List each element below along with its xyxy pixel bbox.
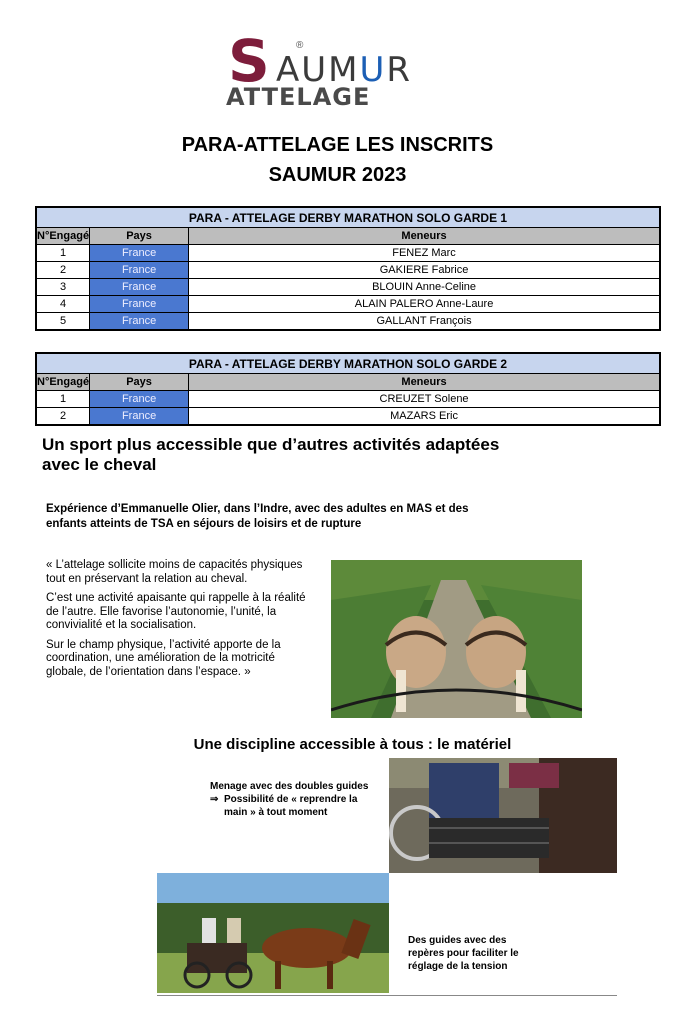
caption-line: repères pour faciliter le xyxy=(408,948,519,959)
table-row xyxy=(36,391,660,408)
arrow-icon: ⇒ xyxy=(210,794,219,805)
column-header-number: N°Engagé xyxy=(36,228,90,245)
entry-number: 5 xyxy=(36,313,90,331)
table-row xyxy=(36,262,660,279)
entry-driver: ALAIN PALERO Anne-Laure xyxy=(189,296,660,313)
page-title-line1: PARA-ATTELAGE LES INSCRITS xyxy=(181,134,494,156)
entry-country: France xyxy=(90,408,189,426)
table-row xyxy=(36,245,660,262)
ponies-on-path-photo xyxy=(331,560,582,718)
entry-number: 1 xyxy=(36,245,90,262)
entry-country: France xyxy=(90,313,189,331)
entry-country: France xyxy=(90,245,189,262)
testimonial-quote xyxy=(46,559,306,685)
logo-big-letter: S xyxy=(228,27,270,95)
entry-number: 2 xyxy=(36,408,90,426)
saumur-attelage-logo xyxy=(226,27,501,111)
quote-paragraph: C’est une activité apaisante qui rappelle à la réalité de l’autre. Elle favorise l’autonomie, l’unité, la convivialité et la socialisation. xyxy=(46,592,306,631)
experience-subtitle-line1: Expérience d’Emmanuelle Olier, dans l’Indre, avec des adultes en MAS et des xyxy=(46,503,469,515)
double-guides-caption xyxy=(210,780,390,819)
wheelchair-carriage-photo xyxy=(389,758,617,873)
caption-line: Des guides avec des xyxy=(408,935,507,946)
column-header-country: Pays xyxy=(90,374,189,391)
column-header-drivers: Meneurs xyxy=(189,374,660,391)
entry-driver: FENEZ Marc xyxy=(189,245,660,262)
section-heading-line2: avec le cheval xyxy=(42,455,157,474)
table-row xyxy=(36,296,660,313)
entry-number: 3 xyxy=(36,279,90,296)
experience-subtitle-line2: enfants atteints de TSA en séjours de loisirs et de rupture xyxy=(46,518,362,530)
entries-table-garde-1 xyxy=(35,206,661,331)
caption-line: réglage de la tension xyxy=(408,961,508,972)
column-header-number: N°Engagé xyxy=(36,374,90,391)
table-row xyxy=(36,279,660,296)
entry-driver: BLOUIN Anne-Celine xyxy=(189,279,660,296)
column-header-drivers: Meneurs xyxy=(189,228,660,245)
entry-country: France xyxy=(90,279,189,296)
entry-country: France xyxy=(90,296,189,313)
section-heading-line1: Un sport plus accessible que d’autres activités adaptées xyxy=(42,435,500,454)
entry-country: France xyxy=(90,391,189,408)
tension-guides-caption xyxy=(408,934,558,973)
caption-title: Menage avec des doubles guides xyxy=(210,781,369,792)
table-row xyxy=(36,408,660,426)
entry-driver: MAZARS Eric xyxy=(189,408,660,426)
caption-line: Possibilité de « reprendre la xyxy=(224,794,358,805)
materiel-heading: Une discipline accessible à tous : le matériel xyxy=(193,736,512,753)
entry-country: France xyxy=(90,262,189,279)
quote-paragraph: « L’attelage sollicite moins de capacités physiques tout en préservant la relation au cheval. xyxy=(46,559,303,585)
horse-carriage-photo xyxy=(157,873,389,993)
entry-driver: GAKIERE Fabrice xyxy=(189,262,660,279)
divider xyxy=(157,995,617,996)
page-title-line2: SAUMUR 2023 xyxy=(268,164,407,186)
table-row xyxy=(36,313,660,331)
logo-subline: ATTELAGE xyxy=(226,83,371,111)
logo-wordmark: AUMUR xyxy=(276,50,412,90)
quote-paragraph: Sur le champ physique, l’activité apporte de la coordination, une amélioration de la motricité globale, de l’orientation dans l’espace. » xyxy=(46,638,281,678)
caption-line: main » à tout moment xyxy=(224,807,328,818)
entry-driver: GALLANT François xyxy=(189,313,660,331)
table-caption: PARA - ATTELAGE DERBY MARATHON SOLO GARDE 1 xyxy=(36,207,660,228)
entry-driver: CREUZET Solene xyxy=(189,391,660,408)
entry-number: 1 xyxy=(36,391,90,408)
entry-number: 4 xyxy=(36,296,90,313)
entry-number: 2 xyxy=(36,262,90,279)
entries-table-garde-2 xyxy=(35,352,661,426)
table-caption: PARA - ATTELAGE DERBY MARATHON SOLO GARDE 2 xyxy=(36,353,660,374)
column-header-country: Pays xyxy=(90,228,189,245)
logo-registered-mark: ® xyxy=(296,40,304,51)
